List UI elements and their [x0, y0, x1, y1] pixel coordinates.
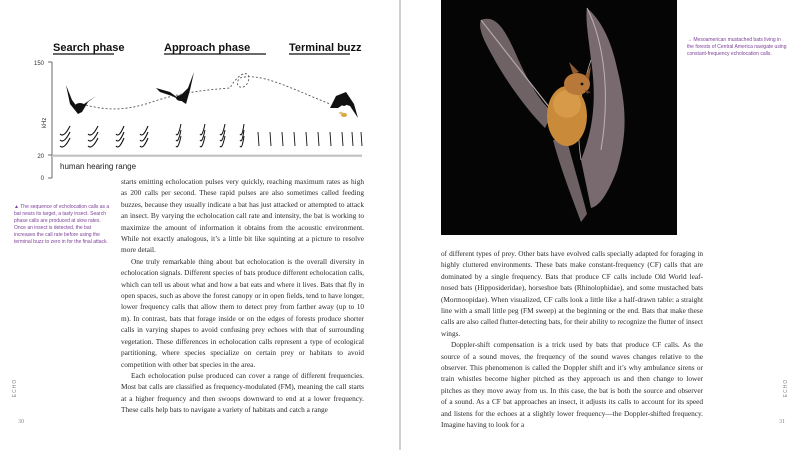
bat-silhouette-search: [66, 85, 96, 114]
figure-caption-right: → Mesoamerican mustached bats living in the forests of Central America navigate using constant-frequency echolocation calls.: [687, 37, 787, 58]
insect-icon: [339, 112, 347, 117]
flight-path: [82, 74, 330, 109]
call-pulses-terminal: [258, 132, 362, 146]
left-page: [0, 0, 399, 450]
running-head-left: ECHO: [12, 378, 18, 398]
y-tick-0: 0: [40, 176, 44, 182]
paragraph: Doppler-shift compensation is a trick used by bats that produce CF calls. As the source of a sound moves, the frequency of the sound waves changes relative to the observer. This phenomenon is called the Doppler shift and it’s why ambulance sirens or train whistles become higher pitched as they approach us and then change to lower pitches as they move away from us. In this case, the bat is both the source and observer of a sound. As a CF bat approaches an insect, it adjusts its calls to account for its speed and listens for the echoes at a slightly lower frequency—the Doppler-shifted frequency. Imagine having to look for a: [441, 340, 703, 430]
phase-label-approach: Approach phase: [164, 42, 251, 54]
mustached-bat-illustration: [441, 0, 677, 235]
bat-photo: [441, 0, 677, 235]
right-page: [401, 0, 800, 450]
folio-left: 30: [18, 419, 24, 425]
y-tick-150: 150: [33, 61, 44, 67]
call-pulses-search: [60, 126, 148, 147]
y-tick-20: 20: [37, 154, 44, 160]
paragraph: One truly remarkable thing about bat echolocation is the overall diversity in echolocation signals. Different species of bats produce different echolocation calls, which can tell us about what and how a bat eats and where it lives. Bats that fly in open spaces, such as above the forest canopy or in open fields, tend to have longer, lower frequency calls that allow them to detect prey from farther away (up to 10 m). In contrast, bats that forage inside or on the edges of forests produce shorter calls in varying shapes to avoid confusing prey echoes with that of surrounding vegetation. These differences in echolocation calls represent a type of ecological partitioning, where species specialize on certain prey or habitats to avoid competition with other bat species in the area.: [121, 256, 364, 369]
paragraph: Each echolocation pulse produced can cover a range of different frequencies. Most bat calls are classified as frequency-modulated (FM), meaning the call starts at a higher frequency and then swoops downward to end at a lower frequency. These calls help bats to navigate a variety of habitats and catch a range: [121, 370, 364, 415]
folio-right: 31: [779, 419, 785, 425]
call-pulses-approach: [176, 124, 244, 147]
body-text-left: [121, 176, 364, 416]
echolocation-figure: [0, 0, 399, 200]
body-text-right: [441, 248, 703, 431]
phase-label-search: Search phase: [53, 42, 125, 54]
paragraph: starts emitting echolocation pulses very quickly, reaching maximum rates as high as 200 calls per second. These rapid pulses are also sometimes called feeding buzzes, because they usually indicate a bat has just attacked or attempted to attack an insect. By varying the echolocation call rate and intensity, the bat is working to maximize the amount of information it obtains from the acoustic environment. While not exactly analogous, it’s a little bit like squinting at a picture to resolve more detail.: [121, 177, 364, 255]
phase-label-terminal: Terminal buzz: [289, 42, 362, 54]
figure-caption-left: ▲ The sequence of echolocation calls as a bat nears its target, a tasty insect. Search phase calls are produced at slow rates. Once an insect is detected, the bat increases the call rate before using the terminal buzz to zero in for the final attack.: [14, 204, 110, 246]
y-axis-label: kHz: [42, 117, 48, 128]
human-hearing-label: human hearing range: [60, 162, 137, 171]
paragraph: of different types of prey. Other bats have evolved calls specially adapted for foraging in highly cluttered environments. These bats make constant-frequency (CF) calls that are dominated by a single frequency. Bats that produce CF calls include Old World leaf-nosed bats (Hipposideridae), horseshoe bats (Rhinolophidae), and some mustached bats (Mormoopidae). When visualized, CF calls look a little like a half-drawn table: a straight line with a small little peg (FM sweep) at the beginning or the end. Bats that make these calls are also called flutter-detecting bats, for their ability to recognize the flutter of insect wings.: [441, 249, 703, 338]
running-head-right: ECHO: [783, 378, 789, 398]
